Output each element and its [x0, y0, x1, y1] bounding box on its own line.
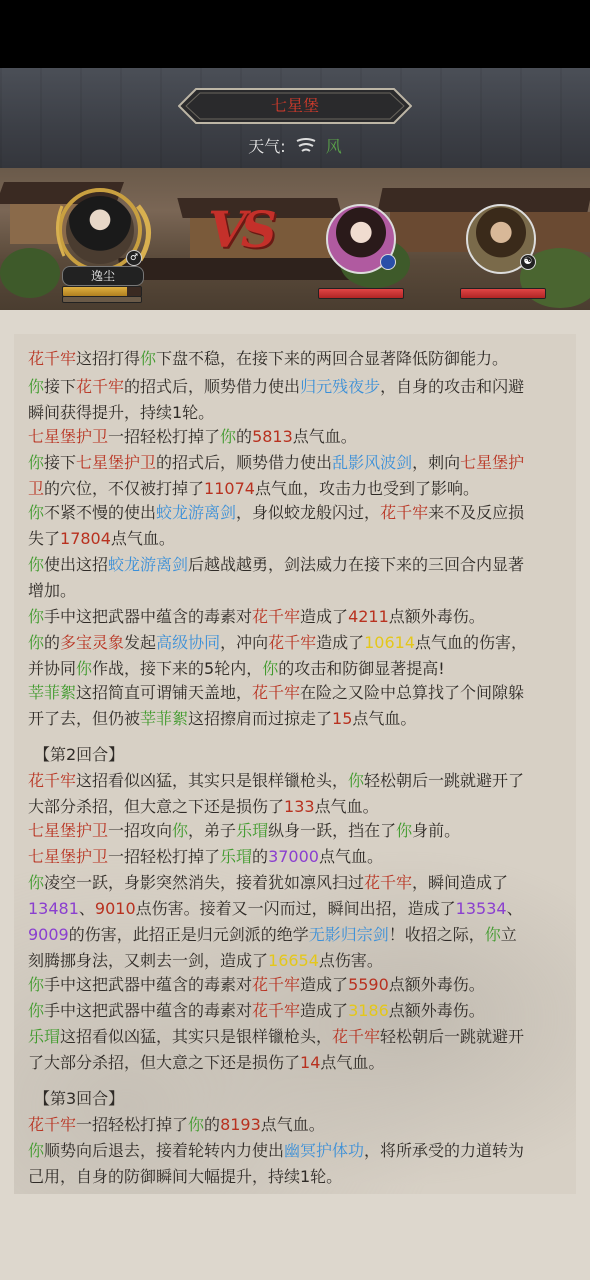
- wind-icon: [295, 137, 317, 155]
- log-entry: 你使出这招蛟龙游离剑后越战越勇，剑法威力在接下来的三回合内显著 增加。: [28, 555, 525, 600]
- log-entry: 你手中这把武器中蕴含的毒素对花千牢造成了5590点额外毒伤。: [28, 975, 485, 994]
- weather-label: 天气:: [248, 137, 286, 156]
- status-bar-area: [0, 0, 590, 68]
- log-entry: 莘菲絮这招简直可谓铺天盖地，花千牢在险之又险中总算找了个间隙躲 开了去，但仍被莘菲絮这招擦肩而过掠走了15点气血。: [28, 683, 525, 728]
- location-plaque: [178, 88, 412, 124]
- log-entry: 花千牢这招看似凶猛，其实只是银样镴枪头，你轻松朝后一跳就避开了 大部分杀招，但大意之下还是损伤了133点气血。: [28, 771, 525, 816]
- log-entry: 花千牢这招打得你下盘不稳，在接下来的两回合显著降低防御能力。: [28, 349, 509, 368]
- log-entry: 花千牢一招轻松打掉了你的8193点气血。: [28, 1115, 325, 1134]
- location-title: 七星堡: [270, 96, 319, 115]
- player-element-icon: ♂: [126, 250, 142, 266]
- log-entry: 你凌空一跃，身影突然消失，接着犹如凛风扫过花千牢，瞬间造成了 13481、9010点伤害。接着又一闪而过，瞬间出招，造成了13534、 9009的伤害，此招正是归元剑派的绝学无影归宗剑！收招之际，你立 刻腾挪身法，又刺去一剑，造成了16654点伤害。: [28, 873, 523, 970]
- log-entry: 你的多宝灵象发起高级协同，冲向花千牢造成了10614点气血的伤害， 并协同你作战，接下来的5轮内，你的攻击和防御显著提高!: [28, 633, 528, 678]
- player-name: 逸尘: [62, 266, 144, 286]
- vs-emblem: VS: [208, 200, 271, 259]
- log-entry: 你接下七星堡护卫的招式后，顺势借力使出乱影风波剑，刺向七星堡护 卫的穴位，不仅被打掉了11074点气血，攻击力也受到了影响。: [28, 453, 525, 498]
- log-entry: 七星堡护卫一招攻向你，弟子乐瑁纵身一跃，挡在了你身前。: [28, 821, 461, 840]
- log-entry: 七星堡护卫一招轻松打掉了你的5813点气血。: [28, 427, 357, 446]
- log-entry: 你顺势向后退去，接着轮转内力使出幽冥护体功，将所承受的力道转为 己用，自身的防御瞬间大幅提升，持续1轮。: [28, 1141, 525, 1186]
- enemy-1-element-icon: [380, 254, 396, 270]
- log-entry: 乐瑁这招看似凶猛，其实只是银样镴枪头，花千牢轻松朝后一跳就避开 了大部分杀招，但大意之下还是损伤了14点气血。: [28, 1027, 525, 1072]
- player-mp-bar: [62, 296, 142, 303]
- weather-value: 风: [325, 137, 342, 156]
- log-entry: 你接下花千牢的招式后，顺势借力使出归元残夜步，自身的攻击和闪避 瞬间获得提升，持续1轮。: [28, 377, 525, 422]
- log-entry: 你手中这把武器中蕴含的毒素对花千牢造成了4211点额外毒伤。: [28, 607, 485, 626]
- battle-log-panel[interactable]: [14, 334, 576, 1194]
- player-avatar[interactable]: [66, 196, 134, 264]
- log-entry: 七星堡护卫一招轻松打掉了乐瑁的37000点气血。: [28, 847, 383, 866]
- round-header: 【第3回合】: [34, 1089, 125, 1108]
- round-header: 【第2回合】: [34, 745, 125, 764]
- log-entry: 你手中这把武器中蕴含的毒素对花千牢造成了3186点额外毒伤。: [28, 1001, 485, 1020]
- weather-indicator: [0, 134, 590, 157]
- log-entry: 你不紧不慢的使出蛟龙游离剑，身似蛟龙般闪过，花千牢来不及反应损 失了17804点气血。: [28, 503, 525, 548]
- enemy-2-yinyang-icon: ☯: [520, 254, 536, 270]
- enemy-1-hp-bar: [318, 288, 404, 299]
- enemy-2-hp-bar: [460, 288, 546, 299]
